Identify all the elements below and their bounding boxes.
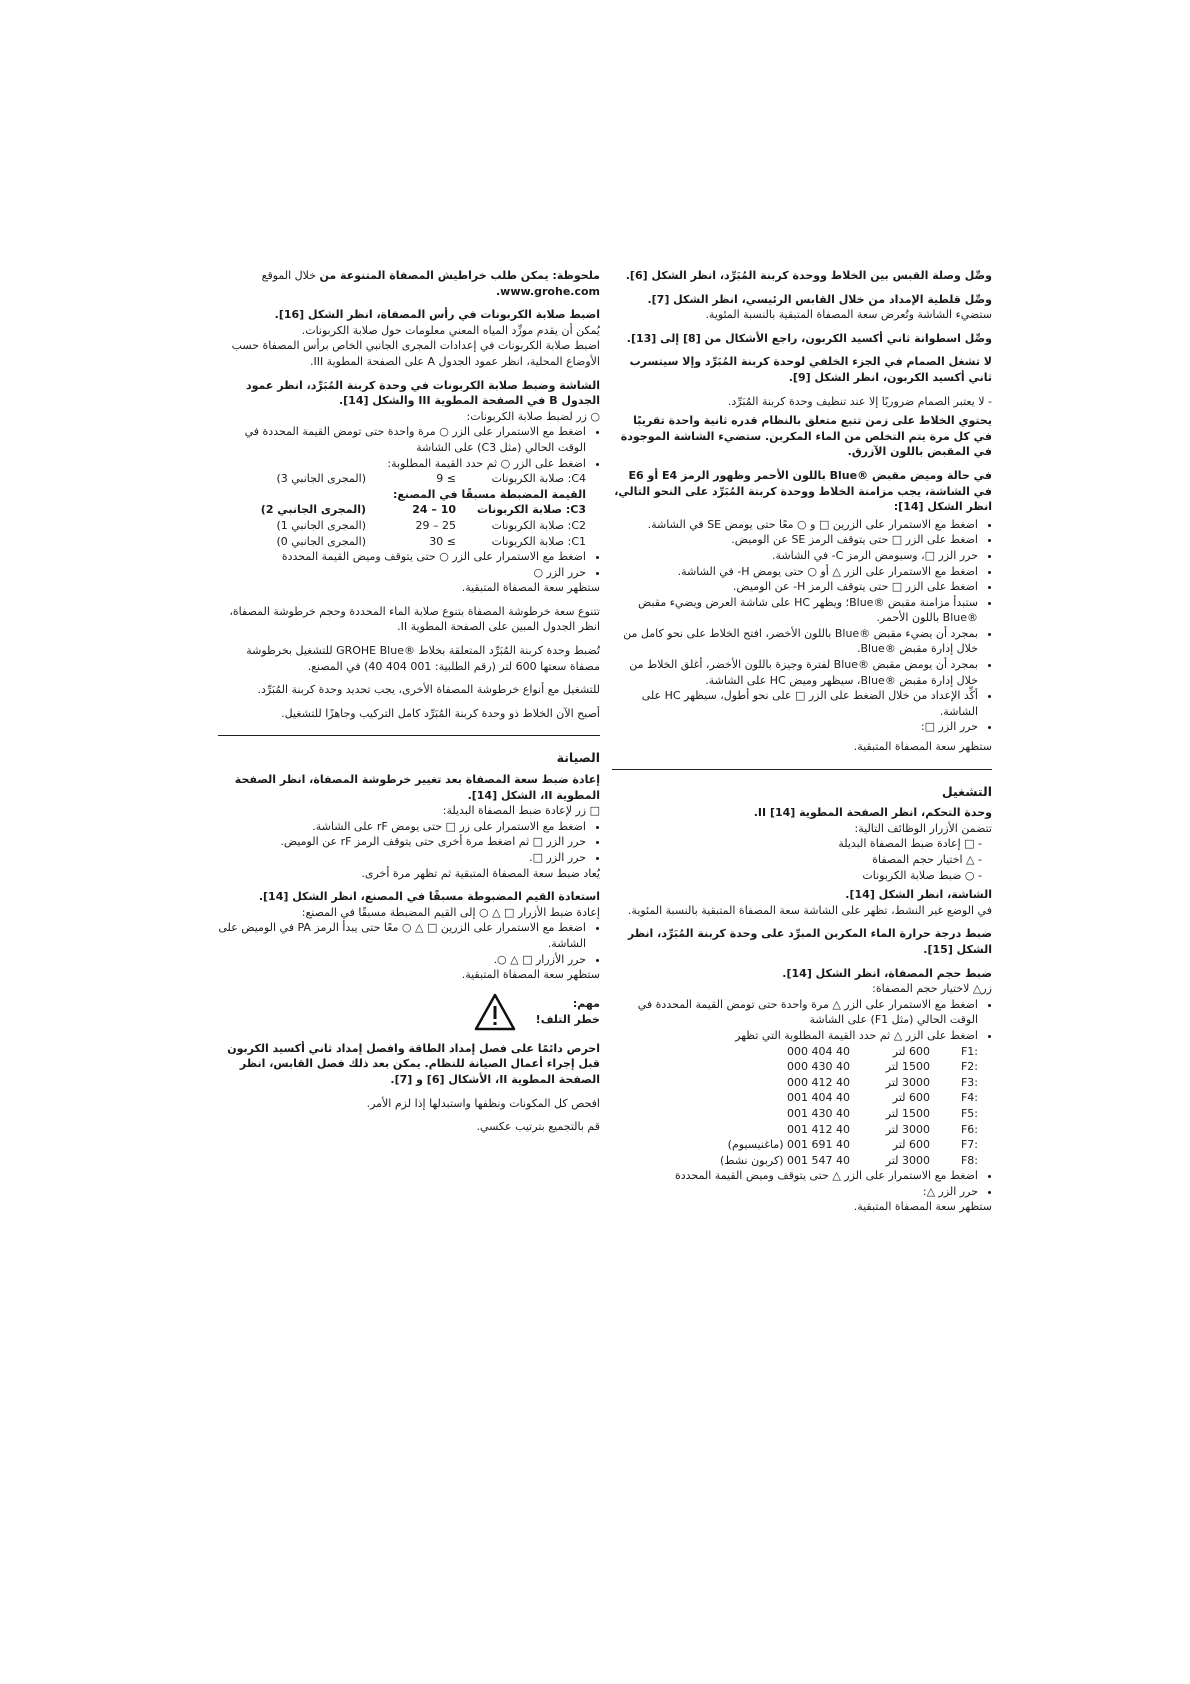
list-item: • حرر الزر △: [612, 1184, 978, 1200]
list-item: • بمجرد أن يومض مقبض ®Blue لفترة وجيزة باللون الأخضر، أغلق الخلاط من خلال إدارة مقبض ®Blue، سيظهر وميض HC على الشاشة. [612, 657, 978, 688]
sync-end: ستظهر سعة المصفاة المتبقية. [853, 740, 992, 754]
list-item: • اضغط مع الاستمرار على الزر ○ حتى يتوقف وميض القيمة المحددة [218, 549, 586, 565]
sync-intro: في حالة وميض مقبض ®Blue باللون الأحمر وظهور الرمز E4 أو E6 في الشاشة، يجب مزامنة الخلاط ووحدة كربنة المُبَرِّد على النحو التالي، انظر الشكل [14]: [614, 468, 992, 514]
temperature-text: ضبط درجة حرارة الماء المكربن المبرِّد على وحدة كربنة المُبَرِّد، انظر الشكل [15]. [627, 927, 992, 956]
warning-text: احرص دائمًا على فصل إمداد الطاقة وافصل إمداد ثاني أكسيد الكربون قبل إجراء أعمال الصيانة للنظام. يمكن بعد ذلك فصل القابس، انظر الصفحة المطوية II، الأشكال [6] و [7]. [227, 1041, 600, 1086]
table-row: :F4 600 لتر 40 404 001 [787, 1091, 978, 1105]
display-section: الشاشة، انظر الشكل [14]. في الوضع غير النشط، تظهر على الشاشة سعة المصفاة المتبقية بالنسبة المئوية. [627, 888, 992, 917]
table-row: C4: صلابة الكربونات ≥ 9 (المجرى الجانبي 3) [276, 472, 586, 486]
connect-plug-text: وصِّل وصلة القبس بين الخلاط ووحدة كربنة المُبَرِّد، انظر الشكل [6]. [625, 269, 992, 282]
list-item: • اضغط على الزر △ ثم حدد القيمة المطلوبة التي تظهر [612, 1028, 978, 1044]
control-unit: وحدة التحكم، انظر الصفحة المطوية [14] II. تتضمن الأزرار الوظائف التالية: [753, 806, 992, 835]
table-row: :F8 3000 لتر 40 547 001 (كربون نشط) [719, 1153, 978, 1167]
list-item: - △ اختيار حجم المصفاة [612, 852, 982, 868]
warning-block [218, 993, 600, 1031]
list-item: • اضغط مع الاستمرار على الزرين □ △ ○ معًا حتى يبدأ الرمز PA في الوميض على الشاشة. [218, 920, 586, 951]
list-item: • حرر الزر □، وسيومض الرمز C- في الشاشة. [612, 548, 978, 564]
reset-steps [218, 819, 600, 866]
display-hardness-section: الشاشة وضبط صلابة الكربونات في وحدة كربنة المُبَرِّد، انظر عمود الجدول B في الصفحة المطوية III والشكل [14]. ○ زر لضبط صلابة الكربونات: [246, 378, 600, 423]
left-column [218, 268, 600, 1143]
table-row: C2: صلابة الكربونات 25 – 29 (المجرى الجانبي 1) [276, 518, 586, 532]
table-row: :F3 3000 لتر 40 412 000 [787, 1075, 978, 1089]
reset-end: يُعاد ضبط سعة المصفاة المتبقية ثم تظهر مرة أخرى. [361, 866, 600, 880]
table-row: :F5 1500 لتر 40 430 001 [787, 1106, 978, 1120]
ready-text: أصبح الآن الخلاط ذو وحدة كربنة المُبَرِّد كامل التركيب وجاهزًا للتشغيل. [281, 706, 600, 720]
trace-time-text: يحتوي الخلاط على زمن تتبع متعلق بالنظام قدره ثانية واحدة تقريبًا في كل مرة يتم التخلص من الماء المكربن. ستضيء الشاشة الموجودة في المقبض باللون الآزرق. [620, 414, 992, 459]
sync-steps [612, 517, 992, 735]
capacity-varies: تتنوع سعة خرطوشة المصفاة بتنوع صلابة الماء المحددة وحجم خرطوشة المصفاة، انظر الجدول المبين على الصفحة المطوية II. [229, 604, 600, 634]
section-title-operation: التشغيل [941, 783, 992, 799]
list-item: • اضغط مع الاستمرار على الزرين □ و ○ معًا حتى يومض SE في الشاشة. [612, 517, 978, 533]
list-item: • حرر الزر ○ [218, 565, 586, 581]
restore-section: استعادة القيم المضبوطة مسبقًا في المصنع، انظر الشكل [14]. إعادة ضبط الأزرار □ △ ○ إلى القيم المضبطة مسبقًا في المصنع: [258, 890, 600, 919]
list-item: - □ إعادة ضبط المصفاة البديلة [612, 836, 982, 852]
restore-end: ستظهر سعة المصفاة المتبقية. [461, 968, 600, 982]
list-item: • اضغط على الزر □ حتى يتوقف الرمز SE عن الوميض. [612, 532, 978, 548]
right-column [612, 268, 992, 1223]
grohe-link[interactable]: www.grohe.com. [495, 284, 600, 298]
co2-connect-text: وصِّل اسطوانة ثاني أكسيد الكربون، راجع الأشكال من [8] إلى [13]. [626, 331, 992, 345]
other-filters: للتشغيل مع أنواع خرطوشة المصفاة الأخرى، يجب تحديد وحدة كربنة المُبَرِّد. [257, 683, 600, 697]
table-row: :F7 600 لتر 40 691 001 (ماغنيسيوم) [727, 1138, 978, 1152]
table-row: :F1 600 لتر 40 404 000 [787, 1044, 978, 1058]
hardness-end: ستظهر سعة المصفاة المتبقية. [461, 581, 600, 595]
table-row: :F2 1500 لتر 40 430 000 [787, 1060, 978, 1074]
list-item: • اضغط مع الاستمرار على الزر ○ مرة واحدة حتى تومض القيمة المحددة في الوقت الحالي (مثل C3) على الشاشة [218, 424, 586, 455]
valve-warning: لا تشغل الصمام في الجزء الخلفي لوحدة كربنة المُبَرِّد وإلا سيتسرب ثاني أكسيد الكربون، انظر الشكل [9]. [629, 355, 992, 384]
control-buttons-list [612, 836, 992, 883]
section-divider [218, 735, 600, 736]
check-components: افحص كل المكونات ونظفها واستبدلها إذا لزم الأمر. [366, 1096, 600, 1110]
filter-end: ستظهر سعة المصفاة المتبقية. [853, 1200, 992, 1214]
restore-steps [218, 920, 600, 967]
list-item: • اضغط مع الاستمرار على زر □ حتى يومض rF على الشاشة. [218, 819, 586, 835]
filter-size-table [720, 1044, 978, 1169]
hardness-steps [218, 424, 600, 471]
power-paragraph: وصِّل قلطية الإمداد من خلال القابس الرئيسي، انظر الشكل [7]. ستضيء الشاشة وتُعرض سعة المصفاة المتبقية بالنسبة المئوية. [647, 292, 992, 322]
list-item: • حرر الزر □: [612, 719, 978, 735]
table-row: C3: صلابة الكربونات 10 – 24 (المجرى الجانبي 2) [260, 503, 586, 517]
grohe-default: تُضبط وحدة كربنة المُبَرِّد المتعلقة بخلاط ®GROHE Blue للتشغيل بخرطوشة مصفاة سعتها 600 لتر (رقم الطلبية: 001 404 40) في المصنع. [246, 644, 600, 673]
section-title-maintenance: الصيانة [556, 750, 600, 766]
note-paragraph: ملحوظة: يمكن طلب خراطيش المصفاة المتنوعة من خلال الموقع www.grohe.com. [261, 269, 600, 298]
list-item: • حرر الزر □ ثم اضغط مرة أخرى حتى يتوقف الرمز rF عن الوميض. [218, 834, 586, 850]
valve-note-list [612, 394, 992, 410]
list-item: • اضغط على الزر □ حتى يتوقف الرمز H- عن الوميض. [612, 579, 978, 595]
list-item: • ستبدأ مزامنة مقبض ®Blue؛ ويظهر HC على شاشة العرض ويضيء مقبض ®Blue باللون الأحمر. [612, 595, 978, 626]
filter-steps-2 [612, 1168, 992, 1199]
hardness-section: اضبط صلابة الكربونات في رأس المصفاة، انظر الشكل [16]. يُمكن أن يقدم موزِّد المياه المعني معلومات حول صلابة الكربونات. اضبط صلابة الكربونات في إعدادات المجرى الجانبي الخاص برأس المصفاة حسب الأوضاع المحلية، انظر عمود الجدول A على الصفحة المطوية III. [231, 308, 600, 368]
table-row: القيمة المضبطة مسبقًا في المصنع: [392, 487, 586, 501]
table-row: :F6 3000 لتر 40 412 001 [787, 1122, 978, 1136]
warning-triangle-icon [474, 993, 516, 1031]
filter-size-section: ضبط حجم المصفاة، انظر الشكل [14]. زر△ لاختيار حجم المصفاة: [782, 966, 992, 996]
list-item: • أكِّد الإعداد من خلال الضغط على الزر □ على نحو أطول، سيظهر HC على الشاشة. [612, 688, 978, 719]
hardness-steps-2 [218, 549, 600, 580]
list-item: • حرر الزر □. [218, 850, 586, 866]
list-item: • اضغط مع الاستمرار على الزر △ مرة واحدة حتى تومض القيمة المحددة في الوقت الحالي (مثل F1) على الشاشة [612, 997, 978, 1028]
hardness-table [261, 471, 586, 549]
section-divider [612, 769, 992, 770]
reassemble-text: قم بالتجميع بترتيب عكسي. [476, 1120, 600, 1134]
table-row: C1: صلابة الكربونات ≥ 30 (المجرى الجانبي 0) [276, 534, 586, 548]
list-item: • اضغط مع الاستمرار على الزر △ أو ○ حتى يومض H- في الشاشة. [612, 564, 978, 580]
warning-labels: مهم: خطر التلف! [535, 997, 600, 1026]
reset-section: إعادة ضبط سعة المصفاة بعد تغيير خرطوشة المصفاة، انظر الصفحة المطوية II، الشكل [14]. □ زر لإعادة ضبط المصفاة البديلة: [234, 773, 600, 818]
list-item: - لا يعتبر الصمام ضروريًا إلا عند تنظيف وحدة كربنة المُبَرِّد. [612, 394, 992, 410]
list-item: • بمجرد أن يضيء مقبض ®Blue باللون الأخضر، افتح الخلاط على نحو كامل من خلال إدارة مقبض ®Blue. [612, 626, 978, 657]
list-item: - ○ ضبط صلابة الكربونات [612, 868, 982, 884]
list-item: • اضغط على الزر ○ ثم حدد القيمة المطلوبة: [218, 456, 586, 472]
filter-steps [612, 997, 992, 1044]
list-item: • حرر الأزرار □ △ ○. [218, 952, 586, 968]
list-item: • اضغط مع الاستمرار على الزر △ حتى يتوقف وميض القيمة المحددة [612, 1168, 978, 1184]
